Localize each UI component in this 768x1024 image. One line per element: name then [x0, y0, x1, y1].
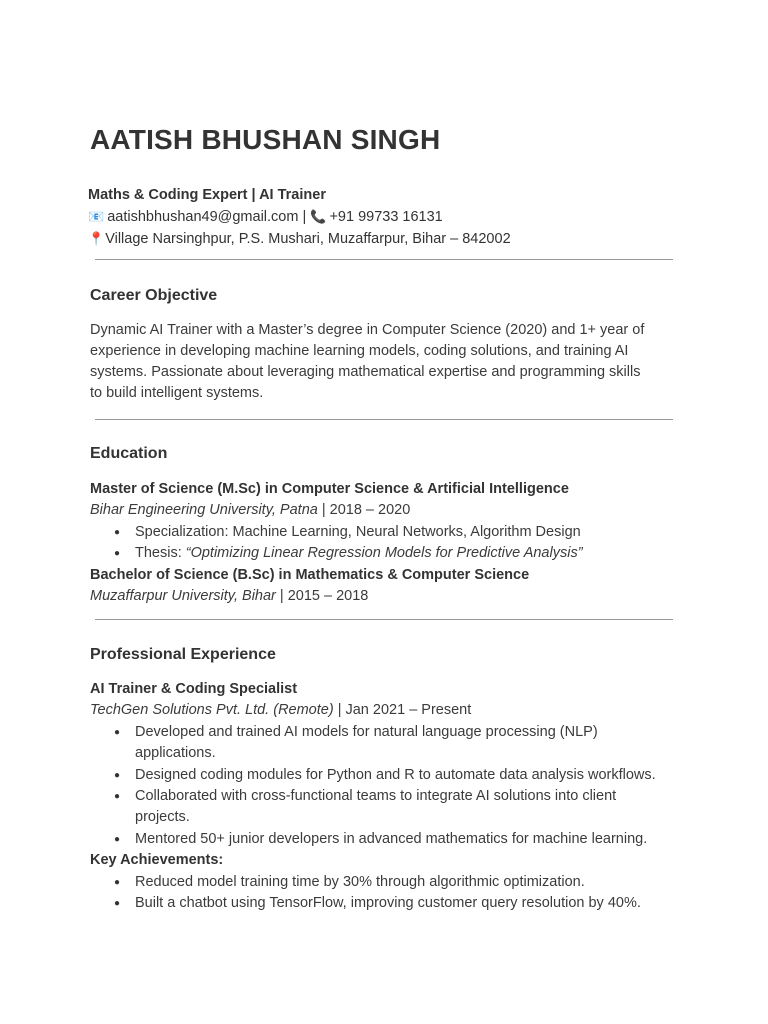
- thesis-label: Thesis:: [135, 545, 186, 562]
- bullet-line: projects.: [135, 809, 190, 826]
- address: Village Narsinghpur, P.S. Mushari, Muzaffarpur, Bihar – 842002: [105, 231, 511, 247]
- divider: [95, 619, 673, 620]
- email-link[interactable]: aatishbhushan49@gmail.com: [107, 209, 299, 225]
- address-line: [88, 228, 511, 250]
- responsibilities-list: [90, 722, 690, 850]
- email-icon: 📧: [88, 209, 105, 224]
- company-line: [90, 700, 690, 721]
- experience-section: [90, 679, 690, 914]
- phone-icon: 📞: [310, 209, 327, 224]
- bullet-line: applications.: [135, 745, 216, 762]
- education-section: [90, 479, 690, 607]
- professional-title: Maths & Coding Expert | AI Trainer: [88, 187, 326, 203]
- education-heading: Education: [90, 445, 168, 462]
- list-item: [90, 786, 690, 829]
- bsc-institution: Muzaffarpur University, Bihar: [90, 588, 276, 605]
- msc-degree: Master of Science (M.Sc) in Computer Science & Artificial Intelligence: [90, 481, 569, 497]
- company-name: TechGen Solutions Pvt. Ltd. (Remote): [90, 702, 334, 719]
- list-item: [90, 722, 690, 765]
- list-item: ● Designed coding modules for Python and R to automate data analysis workflows.: [90, 765, 690, 786]
- list-item: ● Reduced model training time by 30% through algorithmic optimization.: [90, 872, 690, 893]
- list-item: ● Mentored 50+ junior developers in advanced mathematics for machine learning.: [90, 829, 690, 850]
- bsc-institution-line: [90, 586, 690, 607]
- objective-line: to build intelligent systems.: [90, 385, 264, 401]
- contact-block: [88, 185, 511, 250]
- list-item: [90, 543, 690, 564]
- msc-institution-line: [90, 500, 690, 521]
- objective-line: Dynamic AI Trainer with a Master’s degree in Computer Science (2020) and 1+ year of: [90, 322, 645, 338]
- location-pin-icon: 📍: [88, 231, 105, 246]
- experience-heading: Professional Experience: [90, 646, 276, 663]
- list-item: ● Specialization: Machine Learning, Neural Networks, Algorithm Design: [90, 522, 690, 543]
- msc-details-list: [90, 522, 690, 565]
- objective-line: experience in developing machine learning models, coding solutions, and training AI: [90, 343, 629, 359]
- achievements-list: [90, 872, 690, 915]
- job-dates: | Jan 2021 – Present: [333, 702, 472, 719]
- separator: |: [298, 209, 311, 225]
- bullet-line: Developed and trained AI models for natural language processing (NLP): [135, 723, 598, 740]
- msc-institution: Bihar Engineering University, Patna: [90, 502, 318, 519]
- bsc-years: | 2015 – 2018: [275, 588, 369, 605]
- key-achievements-heading: Key Achievements:: [90, 852, 224, 869]
- thesis-title: “Optimizing Linear Regression Models for Predictive Analysis”: [185, 545, 583, 562]
- career-objective-heading: Career Objective: [90, 287, 218, 304]
- bsc-degree: Bachelor of Science (B.Sc) in Mathematics & Computer Science: [90, 566, 530, 583]
- msc-years: | 2018 – 2020: [317, 502, 411, 519]
- career-objective-text: [90, 320, 680, 404]
- divider: [95, 419, 673, 420]
- phone-number[interactable]: +91 99733 16131: [329, 209, 443, 225]
- divider: [95, 259, 673, 260]
- job-role: AI Trainer & Coding Specialist: [90, 681, 298, 697]
- list-item: ● Built a chatbot using TensorFlow, improving customer query resolution by 40%.: [90, 893, 690, 914]
- bullet-line: Collaborated with cross-functional teams to integrate AI solutions into client: [135, 788, 617, 805]
- contact-line: [88, 206, 511, 228]
- objective-line: systems. Passionate about leveraging mathematical expertise and programming skills: [90, 364, 641, 380]
- candidate-name: AATISH BHUSHAN SINGH: [90, 124, 441, 155]
